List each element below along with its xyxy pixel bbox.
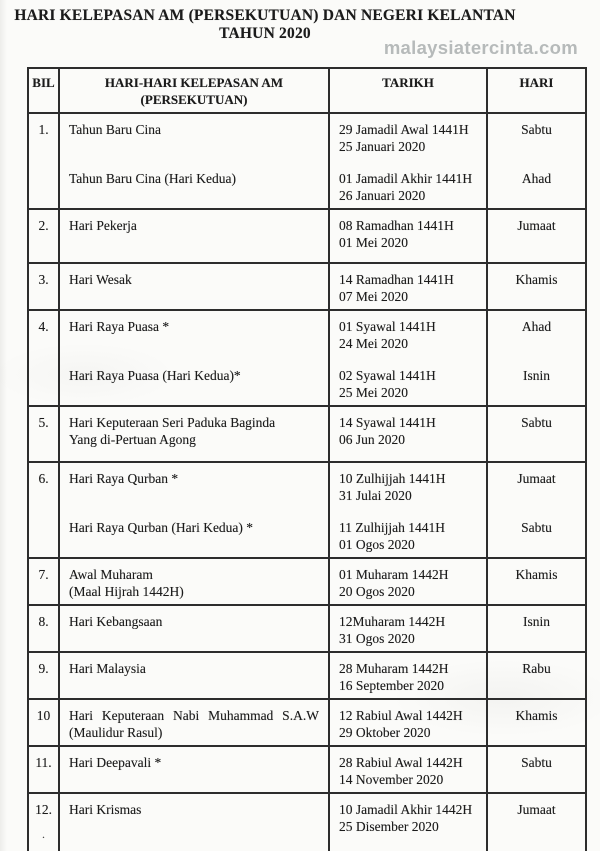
day-entry xyxy=(489,566,584,600)
row-number-cell xyxy=(28,462,59,558)
row-number: 3. xyxy=(38,272,49,287)
day-entry xyxy=(489,414,584,448)
date-hijri: 10 Jamadil Akhir 1442H xyxy=(339,802,473,817)
col-header-holiday-line1: HARI-HARI KELEPASAN AM xyxy=(104,75,284,90)
date-hijri: 14 Syawal 1441H xyxy=(339,415,436,430)
day-entry xyxy=(489,801,584,835)
date-entry xyxy=(339,367,484,401)
col-header-holiday xyxy=(59,68,329,113)
day-cell xyxy=(487,406,586,462)
date-hijri: 28 Muharam 1442H xyxy=(339,661,449,676)
date-gregorian: 31 Julai 2020 xyxy=(339,488,412,503)
day-entry xyxy=(489,707,584,741)
date-cell xyxy=(329,793,487,851)
day-cell xyxy=(487,209,586,263)
day-cell xyxy=(487,699,586,746)
row-number: 12. xyxy=(35,802,52,817)
date-entry xyxy=(339,470,484,504)
day-entry xyxy=(489,470,584,504)
date-cell xyxy=(329,310,487,406)
day-name: Khamis xyxy=(515,272,558,287)
day-name: Isnin xyxy=(523,368,550,383)
day-name: Khamis xyxy=(515,708,558,723)
row-number-cell xyxy=(28,793,59,851)
table-row xyxy=(28,793,586,851)
date-cell xyxy=(329,699,487,746)
date-hijri: 28 Rabiul Awal 1442H xyxy=(339,755,463,770)
date-gregorian: 31 Ogos 2020 xyxy=(339,631,415,646)
date-entry xyxy=(339,613,484,647)
holiday-entry xyxy=(69,318,320,352)
row-number: 5. xyxy=(38,415,49,430)
day-entry xyxy=(489,318,584,352)
holiday-name: Yang di-Pertuan Agong xyxy=(69,432,196,447)
row-number: 9. xyxy=(38,661,49,676)
date-cell xyxy=(329,462,487,558)
day-entry xyxy=(489,170,584,204)
col-header-bil: BIL xyxy=(28,68,59,113)
row-number-cell xyxy=(28,746,59,793)
holiday-entry xyxy=(69,271,320,305)
date-cell xyxy=(329,652,487,699)
holiday-entry xyxy=(69,754,320,788)
day-cell xyxy=(487,605,586,652)
scan-artifact-dot: . xyxy=(42,829,45,841)
date-hijri: 10 Zulhijjah 1441H xyxy=(339,471,446,486)
col-header-hari: HARI xyxy=(487,68,586,113)
holiday-table xyxy=(27,67,587,851)
holiday-name: Awal Muharam xyxy=(69,567,153,582)
holiday-name: (Maulidur Rasul) xyxy=(69,725,163,740)
table-row xyxy=(28,558,586,605)
date-entry xyxy=(339,271,484,305)
holiday-entry xyxy=(69,170,320,204)
holiday-name: Hari Raya Puasa (Hari Kedua)* xyxy=(69,368,241,383)
holiday-entry xyxy=(69,414,320,448)
row-number: 1. xyxy=(38,122,49,137)
day-cell xyxy=(487,310,586,406)
row-number: 2. xyxy=(38,218,49,233)
day-name: Sabtu xyxy=(521,415,552,430)
holiday-entry xyxy=(69,217,320,251)
holiday-entry xyxy=(69,519,320,553)
holiday-name: Hari Wesak xyxy=(69,272,132,287)
holiday-name-cell xyxy=(59,462,329,558)
holiday-name: Hari Keputeraan Seri Paduka Baginda xyxy=(69,415,276,430)
date-gregorian: 25 Januari 2020 xyxy=(339,139,426,154)
date-entry xyxy=(339,707,484,741)
date-entry xyxy=(339,170,484,204)
holiday-name: (Maal Hijrah 1442H) xyxy=(69,584,184,599)
date-gregorian: 06 Jun 2020 xyxy=(339,432,406,447)
date-hijri: 11 Zulhijjah 1441H xyxy=(339,520,445,535)
day-name: Ahad xyxy=(521,171,552,186)
day-entry xyxy=(489,519,584,553)
day-name: Ahad xyxy=(521,319,552,334)
holiday-name: Hari Raya Puasa * xyxy=(69,319,170,334)
holiday-entry xyxy=(69,801,320,835)
holiday-name: Tahun Baru Cina (Hari Kedua) xyxy=(69,171,236,186)
holiday-name: Hari Malaysia xyxy=(69,661,146,676)
day-name: Sabtu xyxy=(521,755,552,770)
date-hijri: 14 Ramadhan 1441H xyxy=(339,272,454,287)
table-row xyxy=(28,605,586,652)
row-number: 4. xyxy=(38,319,49,334)
day-entry xyxy=(489,121,584,155)
date-gregorian: 25 Disember 2020 xyxy=(339,819,439,834)
date-gregorian: 16 September 2020 xyxy=(339,678,444,693)
table-row xyxy=(28,263,586,310)
row-number-cell xyxy=(28,263,59,310)
day-entry xyxy=(489,754,584,788)
date-entry xyxy=(339,121,484,155)
row-number-cell xyxy=(28,699,59,746)
holiday-name: Hari Keputeraan Nabi Muhammad S.A.W xyxy=(69,708,319,723)
day-cell xyxy=(487,793,586,851)
holiday-name: Hari Deepavali * xyxy=(69,755,162,770)
day-cell xyxy=(487,113,586,209)
row-number: 8. xyxy=(38,614,49,629)
day-entry xyxy=(489,367,584,401)
watermark-text: malaysiatercinta.com xyxy=(383,37,578,58)
table-row xyxy=(28,310,586,406)
holiday-entry xyxy=(69,121,320,155)
holiday-name-cell xyxy=(59,263,329,310)
day-cell xyxy=(487,263,586,310)
row-number: 7. xyxy=(38,567,49,582)
day-name: Isnin xyxy=(523,614,550,629)
row-number-cell xyxy=(28,310,59,406)
date-gregorian: 29 Oktober 2020 xyxy=(339,725,431,740)
holiday-entry xyxy=(69,367,320,401)
day-entry xyxy=(489,271,584,305)
holiday-name-cell xyxy=(59,209,329,263)
col-header-tarikh: TARIKH xyxy=(329,68,487,113)
row-number-cell xyxy=(28,113,59,209)
day-entry xyxy=(489,217,584,251)
row-number-cell xyxy=(28,652,59,699)
day-cell xyxy=(487,652,586,699)
table-row xyxy=(28,209,586,263)
date-hijri: 08 Ramadhan 1441H xyxy=(339,218,454,233)
holiday-name: Hari Raya Qurban * xyxy=(69,471,179,486)
table-row xyxy=(28,652,586,699)
table-row xyxy=(28,113,586,209)
holiday-entry xyxy=(69,470,320,504)
holiday-entry xyxy=(69,707,320,741)
date-entry xyxy=(339,217,484,251)
col-header-holiday-line2: (PERSEKUTUAN) xyxy=(140,92,248,107)
date-gregorian: 25 Mei 2020 xyxy=(339,385,408,400)
day-cell xyxy=(487,746,586,793)
date-hijri: 01 Jamadil Akhir 1441H xyxy=(339,171,473,186)
day-cell xyxy=(487,558,586,605)
holiday-name-cell xyxy=(59,310,329,406)
holiday-name-cell xyxy=(59,793,329,851)
holiday-entry xyxy=(69,613,320,647)
row-number-cell xyxy=(28,605,59,652)
holiday-name-cell xyxy=(59,558,329,605)
holiday-name-cell xyxy=(59,699,329,746)
row-number-cell xyxy=(28,209,59,263)
day-name: Jumaat xyxy=(517,471,556,486)
date-gregorian: 07 Mei 2020 xyxy=(339,289,408,304)
title-line-2: TAHUN 2020 xyxy=(219,25,311,42)
holiday-name: Hari Kebangsaan xyxy=(69,614,163,629)
date-hijri: 12Muharam 1442H xyxy=(339,614,446,629)
holiday-name-cell xyxy=(59,605,329,652)
row-number: 11. xyxy=(35,755,52,770)
holiday-entry xyxy=(69,566,320,600)
day-entry xyxy=(489,613,584,647)
holiday-name: Tahun Baru Cina xyxy=(69,122,162,137)
date-gregorian: 01 Ogos 2020 xyxy=(339,537,415,552)
table-row xyxy=(28,406,586,462)
holiday-table-body xyxy=(28,113,586,851)
date-gregorian: 01 Mei 2020 xyxy=(339,235,408,250)
title-line-1: HARI KELEPASAN AM (PERSEKUTUAN) DAN NEGERI KELANTAN xyxy=(14,7,516,24)
date-cell xyxy=(329,209,487,263)
date-entry xyxy=(339,414,484,448)
row-number: 6. xyxy=(38,471,49,486)
date-hijri: 29 Jamadil Awal 1441H xyxy=(339,122,469,137)
header-row xyxy=(28,68,586,113)
date-hijri: 12 Rabiul Awal 1442H xyxy=(339,708,463,723)
table-row xyxy=(28,746,586,793)
date-gregorian: 20 Ogos 2020 xyxy=(339,584,415,599)
date-cell xyxy=(329,605,487,652)
date-entry xyxy=(339,318,484,352)
date-gregorian: 24 Mei 2020 xyxy=(339,336,408,351)
date-entry xyxy=(339,801,484,835)
date-entry xyxy=(339,519,484,553)
date-hijri: 02 Syawal 1441H xyxy=(339,368,436,383)
date-cell xyxy=(329,558,487,605)
day-name: Jumaat xyxy=(517,802,556,817)
row-number: 10 xyxy=(36,708,51,723)
day-name: Sabtu xyxy=(521,122,552,137)
date-hijri: 01 Syawal 1441H xyxy=(339,319,436,334)
date-cell xyxy=(329,113,487,209)
date-cell xyxy=(329,406,487,462)
date-entry xyxy=(339,660,484,694)
table-row xyxy=(28,699,586,746)
row-number-cell xyxy=(28,558,59,605)
day-name: Jumaat xyxy=(517,218,556,233)
date-cell xyxy=(329,263,487,310)
date-entry xyxy=(339,754,484,788)
holiday-name-cell xyxy=(59,746,329,793)
date-gregorian: 14 November 2020 xyxy=(339,772,444,787)
holiday-name: Hari Krismas xyxy=(69,802,142,817)
holiday-name-cell xyxy=(59,652,329,699)
day-cell xyxy=(487,462,586,558)
holiday-name: Hari Pekerja xyxy=(69,218,137,233)
day-entry xyxy=(489,660,584,694)
day-name: Khamis xyxy=(515,567,558,582)
holiday-name-cell xyxy=(59,113,329,209)
row-number-cell xyxy=(28,406,59,462)
date-gregorian: 26 Januari 2020 xyxy=(339,188,426,203)
holiday-name-cell xyxy=(59,406,329,462)
date-entry xyxy=(339,566,484,600)
table-row xyxy=(28,462,586,558)
day-name: Rabu xyxy=(522,661,551,676)
date-cell xyxy=(329,746,487,793)
holiday-entry xyxy=(69,660,320,694)
holiday-name: Hari Raya Qurban (Hari Kedua) * xyxy=(69,520,254,535)
day-name: Sabtu xyxy=(521,520,552,535)
date-hijri: 01 Muharam 1442H xyxy=(339,567,449,582)
